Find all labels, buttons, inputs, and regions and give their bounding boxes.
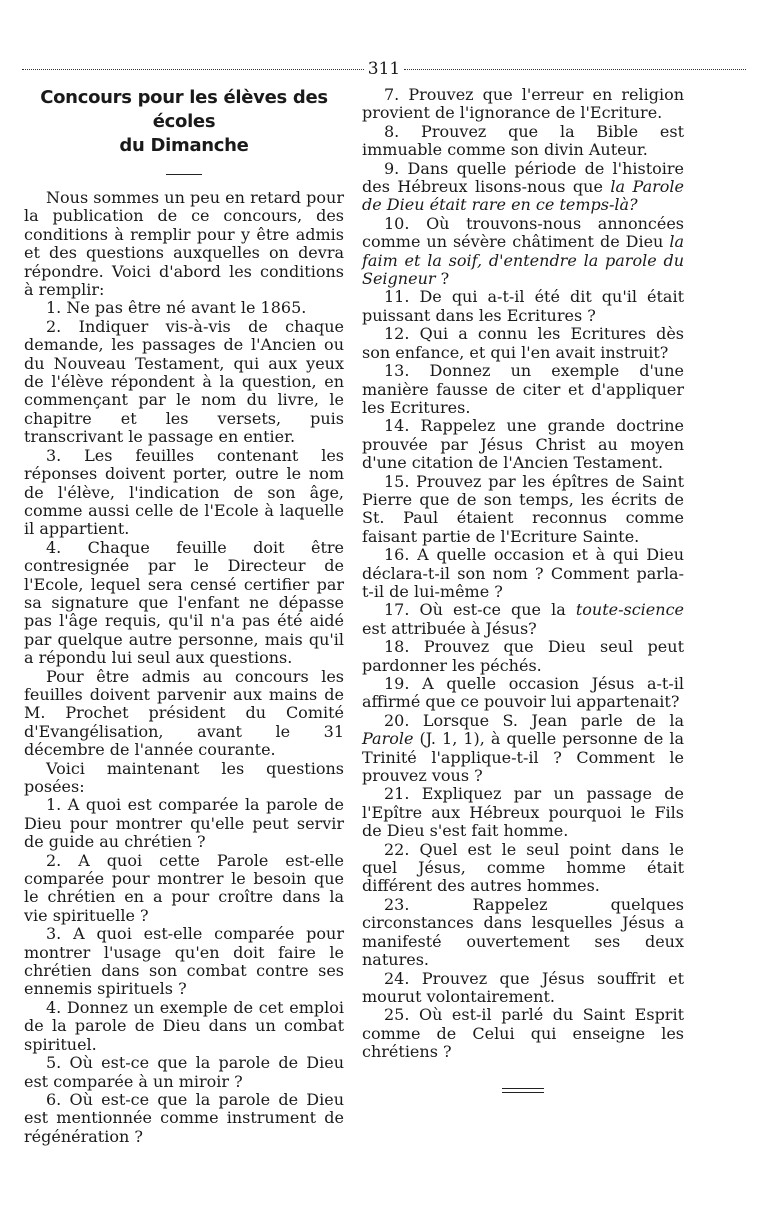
intro-paragraph: Nous sommes un peu en retard pour la publication de ce concours, des conditions à remplir pour y être admis et des questions auxquelles on devra répondre. Voici d'abord les conditions à remplir:: [24, 188, 344, 300]
right-column: [362, 86, 684, 1096]
question-text: 10. Où trouvons-nous annoncées comme un sévère châtiment de Dieu: [362, 213, 684, 252]
title-divider: [166, 174, 202, 175]
question-emphasis: Parole: [362, 729, 414, 749]
condition-item: 1. Ne pas être né avant le 1865.: [46, 298, 307, 318]
question-item: 12. Qui a connu les Ecritures dès son enfance, et qui l'en avait instruit?: [362, 324, 684, 362]
question-emphasis: toute-science: [575, 600, 684, 620]
question-text: ?: [435, 269, 450, 289]
title-line-2: du Dimanche: [119, 135, 249, 156]
question-item: 11. De qui a-t-il été dit qu'il était puissant dans les Ecritures ?: [362, 287, 684, 325]
question-item: [362, 160, 684, 215]
admission-paragraph: Pour être admis au concours les feuilles doivent parvenir aux mains de M. Prochet président du Comité d'Evangélisation, avant le 31 décembre de l'année courante.: [24, 666, 344, 760]
question-emphasis: la Parole de Dieu était rare en ce temps-là?: [362, 177, 684, 215]
question-item: 18. Prouvez que Dieu seul peut pardonner les péchés.: [362, 637, 684, 675]
question-item: 8. Prouvez que la Bible est immuable comme son divin Auteur.: [362, 121, 684, 160]
page-number: 311: [367, 59, 401, 79]
question-text: est attribuée à Jésus?: [362, 618, 537, 638]
condition-item: 4. Chaque feuille doit être contresignée par le Directeur de l'Ecole, lequel sera censé certifier par sa signature que l'enfant ne dépasse pas l'âge requis, qu'il n'a pas été aidé par quelque autre personne, mais qu'il a répondu lui seul aux questions.: [24, 537, 344, 668]
question-emphasis: la faim et la soif, d'entendre la parole du Seigneur: [362, 232, 684, 289]
title-line-1: Concours pour les élèves des écoles: [40, 87, 328, 132]
question-item: 3. A quoi est-elle comparée pour montrer l'usage qu'en doit faire le chrétien dans son combat contre ses ennemis spirituels ?: [24, 924, 344, 999]
question-item: 19. A quelle occasion Jésus a-t-il affirmé que ce pouvoir lui appartenait?: [362, 674, 684, 712]
question-item: [362, 601, 684, 638]
page-header: [22, 58, 746, 80]
question-item: [362, 215, 684, 289]
end-divider: [502, 1088, 544, 1093]
question-item: 2. A quoi cette Parole est-elle comparée pour montrer le besoin que le chrétien en a pour croître dans la vie spirituelle ?: [24, 850, 344, 925]
question-item: 21. Expliquez par un passage de l'Epître aux Hébreux pourquoi le Fils de Dieu s'est fait homme.: [362, 784, 684, 841]
question-item: 1. A quoi est comparée la parole de Dieu pour montrer qu'elle peut servir de guide au chrétien ?: [24, 795, 344, 852]
question-item: 24. Prouvez que Jésus souffrit et mourut volontairement.: [362, 968, 684, 1006]
question-item: 14. Rappelez une grande doctrine prouvée par Jésus Christ au moyen d'une citation de l'Ancien Testament.: [362, 416, 684, 473]
question-item: [362, 712, 684, 786]
question-item: 25. Où est-il parlé du Saint Esprit comme de Celui qui enseigne les chrétiens ?: [362, 1005, 684, 1062]
question-item: 23. Rappelez quelques circonstances dans lesquelles Jésus a manifesté ouvertement ses deux natures.: [362, 894, 684, 970]
questions-intro: Voici maintenant les questions posées:: [24, 758, 344, 796]
condition-item: 3. Les feuilles contenant les réponses doivent porter, outre le nom de l'élève, l'indication de son âge, comme aussi celle de l'Ecole à laquelle il appartient.: [24, 445, 344, 539]
question-item: 5. Où est-ce que la parole de Dieu est comparée à un miroir ?: [24, 1053, 344, 1091]
question-text: (J. 1, 1), à quelle personne de la Trinité l'applique-t-il ? Comment le prouvez vous ?: [362, 729, 684, 786]
question-text: 17. Où est-ce que la: [384, 600, 576, 620]
question-item: 7. Prouvez que l'erreur en religion provient de l'ignorance de l'Ecriture.: [362, 85, 684, 123]
question-item: 4. Donnez un exemple de cet emploi de la parole de Dieu dans un combat spirituel.: [24, 997, 344, 1054]
question-text: 20. Lorsque S. Jean parle de la: [384, 710, 684, 730]
question-text: 9. Dans quelle période de l'histoire des Hébreux lisons-nous que: [362, 158, 684, 197]
question-item: 13. Donnez un exemple d'une manière fausse de citer et d'appliquer les Ecritures.: [362, 361, 684, 417]
condition-item: 2. Indiquer vis-à-vis de chaque demande, les passages de l'Ancien ou du Nouveau Testament, qui aux yeux de l'élève répondent à la question, en commençant par le nom du livre, le chapitre et les versets, puis transcrivant le passage en entier.: [24, 316, 344, 447]
article-title: [24, 86, 344, 158]
question-item: 16. A quelle occasion et à qui Dieu déclara-t-il son nom ? Comment parla-t-il de lui-même ?: [362, 545, 684, 601]
question-item: 22. Quel est le seul point dans le quel Jésus, comme homme était différent des autres hommes.: [362, 839, 684, 896]
header-rule-right: [404, 69, 746, 70]
header-rule-left: [22, 69, 364, 70]
left-column: [24, 86, 344, 1146]
question-item: 6. Où est-ce que la parole de Dieu est mentionnée comme instrument de régénération ?: [24, 1089, 344, 1146]
question-item: 15. Prouvez par les épîtres de Saint Pierre que de son temps, les écrits de St. Paul étaient reconnus comme faisant partie de l'Ecriture Sainte.: [362, 471, 684, 546]
